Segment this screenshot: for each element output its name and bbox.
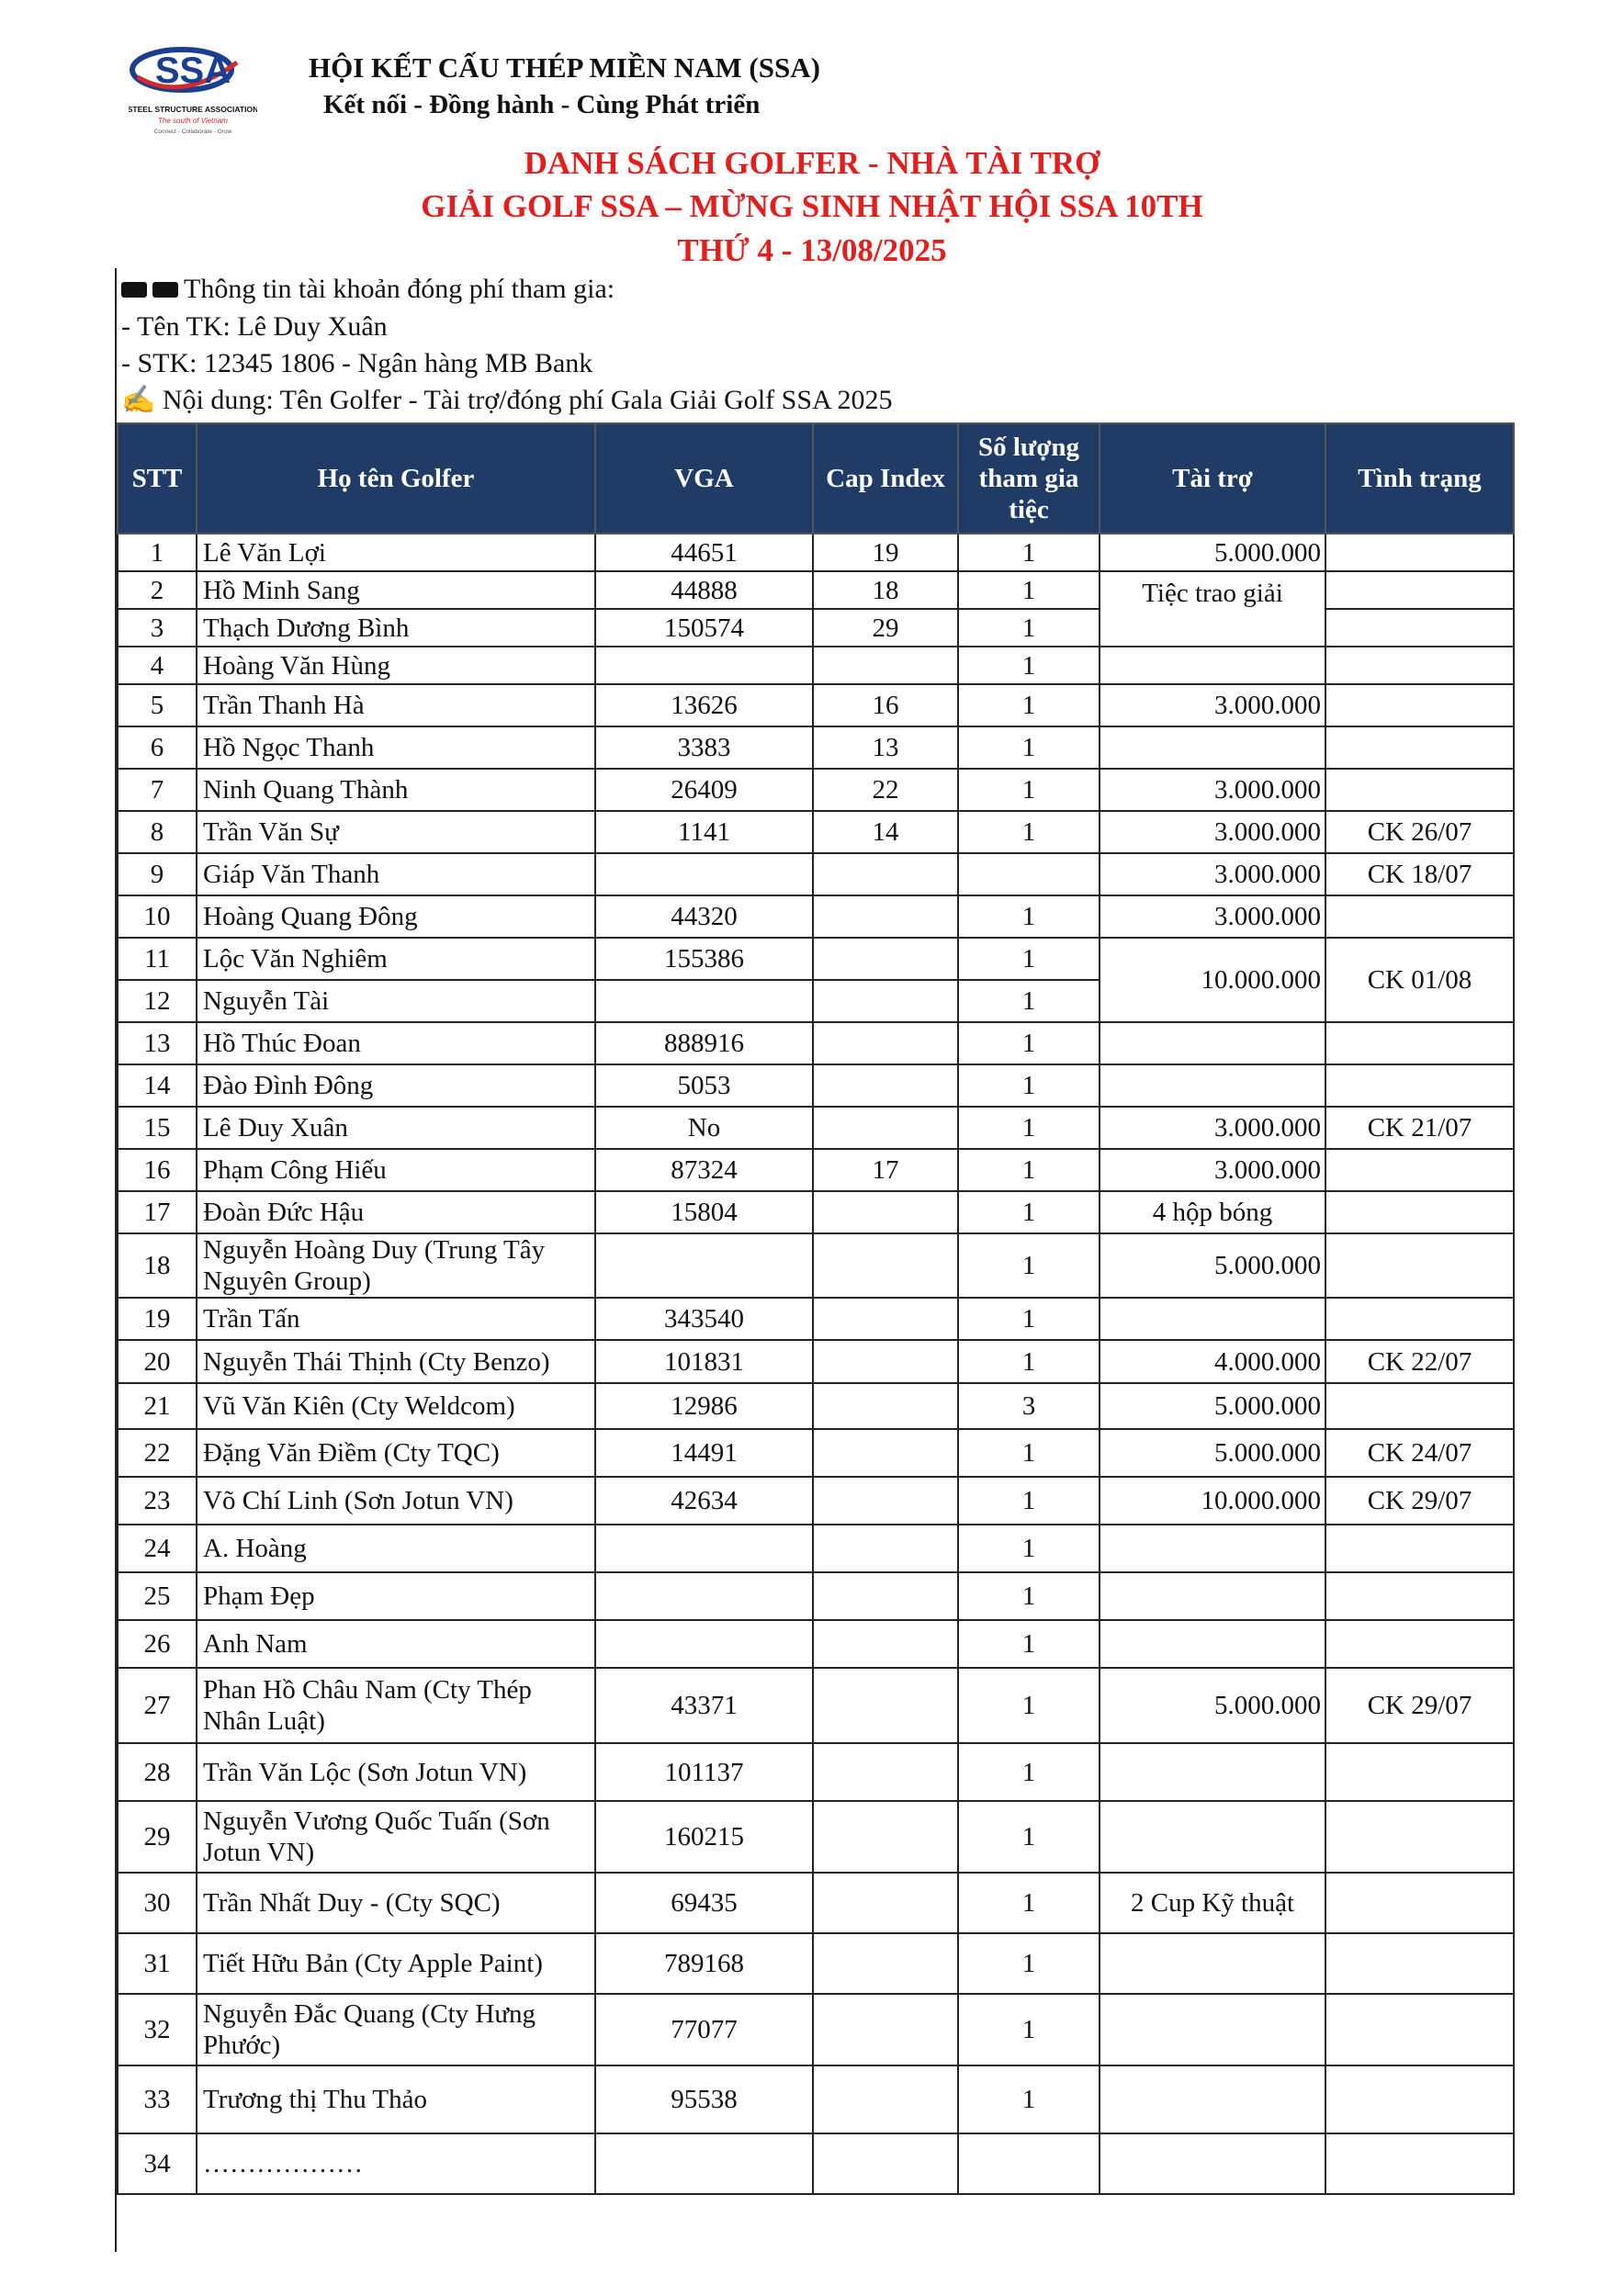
- table-row: [118, 647, 1514, 684]
- cell-cap-index: [813, 1801, 958, 1873]
- cell-vga: No: [595, 1107, 813, 1149]
- cell-status: CK 21/07: [1325, 1107, 1514, 1149]
- cell-sponsor: 4 hộp bóng: [1100, 1191, 1325, 1233]
- cell-stt: 4: [118, 647, 197, 684]
- cell-name: Hồ Minh Sang: [197, 571, 595, 609]
- cell-vga: [595, 1572, 813, 1620]
- cell-status: [1325, 2065, 1514, 2133]
- cell-name: Lộc Văn Nghiêm: [197, 938, 595, 980]
- cell-name: ………………: [197, 2133, 595, 2194]
- payment-memo: ✍ Nội dung: Tên Golfer - Tài trợ/đóng phí Gala Giải Golf SSA 2025: [121, 385, 893, 415]
- cell-cap-index: 22: [813, 769, 958, 811]
- cell-stt: 1: [118, 534, 197, 571]
- cell-stt: 26: [118, 1620, 197, 1668]
- cell-vga: [595, 1620, 813, 1668]
- table-row: [118, 1525, 1514, 1572]
- header-sponsor: Tài trợ: [1100, 423, 1325, 534]
- cell-name: Phạm Công Hiếu: [197, 1149, 595, 1191]
- cell-stt: 33: [118, 2065, 197, 2133]
- cell-sponsor: [1100, 1022, 1325, 1064]
- account-name: - Tên TK: Lê Duy Xuân: [121, 311, 388, 342]
- cell-name: Hoàng Văn Hùng: [197, 647, 595, 684]
- cell-sponsor: 3.000.000: [1100, 1107, 1325, 1149]
- table-row: [118, 769, 1514, 811]
- cell-vga: 42634: [595, 1477, 813, 1525]
- table-row: [118, 684, 1514, 726]
- cell-vga: 888916: [595, 1022, 813, 1064]
- cell-cap-index: [813, 2065, 958, 2133]
- table-row: [118, 1933, 1514, 1994]
- cell-sponsor: 3.000.000: [1100, 811, 1325, 853]
- cell-cap-index: [813, 1477, 958, 1525]
- cell-name: Trần Tấn: [197, 1298, 595, 1340]
- cell-cap-index: [813, 853, 958, 895]
- cell-quantity: 1: [958, 1525, 1100, 1572]
- cell-status: [1325, 1933, 1514, 1994]
- cell-sponsor: 5.000.000: [1100, 1233, 1325, 1298]
- cell-name: Đào Đình Đông: [197, 1064, 595, 1107]
- cell-status: CK 26/07: [1325, 811, 1514, 853]
- svg-text:SSA: SSA: [154, 51, 231, 91]
- doc-title-line1: DANH SÁCH GOLFER - NHÀ TÀI TRỢ: [524, 145, 1100, 181]
- cell-stt: 12: [118, 980, 197, 1022]
- cell-stt: 8: [118, 811, 197, 853]
- table-row: [118, 1383, 1514, 1429]
- cell-vga: 44651: [595, 534, 813, 571]
- cell-vga: 95538: [595, 2065, 813, 2133]
- table-row: [118, 1191, 1514, 1233]
- table-row: [118, 1064, 1514, 1107]
- cell-vga: [595, 980, 813, 1022]
- header-quantity: Số lượng tham gia tiệc: [958, 423, 1100, 534]
- cell-quantity: 1: [958, 1298, 1100, 1340]
- cell-name: A. Hoàng: [197, 1525, 595, 1572]
- table-row: [118, 1620, 1514, 1668]
- table-row: [118, 1298, 1514, 1340]
- cell-sponsor: [1100, 726, 1325, 769]
- cell-name: Vũ Văn Kiên (Cty Weldcom): [197, 1383, 595, 1429]
- cell-status: CK 01/08: [1325, 938, 1514, 1022]
- cell-status: CK 18/07: [1325, 853, 1514, 895]
- cell-sponsor: 10.000.000: [1100, 938, 1325, 1022]
- cell-stt: 9: [118, 853, 197, 895]
- cell-status: [1325, 1149, 1514, 1191]
- cell-sponsor: 3.000.000: [1100, 684, 1325, 726]
- cell-vga: 44888: [595, 571, 813, 609]
- cell-stt: 27: [118, 1668, 197, 1743]
- cell-vga: [595, 1525, 813, 1572]
- cell-name: Đặng Văn Điềm (Cty TQC): [197, 1429, 595, 1477]
- cell-sponsor: 3.000.000: [1100, 895, 1325, 938]
- cell-cap-index: [813, 1191, 958, 1233]
- table-row: [118, 1340, 1514, 1383]
- cell-cap-index: [813, 1668, 958, 1743]
- table-row: [118, 1572, 1514, 1620]
- cell-cap-index: [813, 1064, 958, 1107]
- cell-quantity: 1: [958, 1801, 1100, 1873]
- cell-stt: 22: [118, 1429, 197, 1477]
- cell-stt: 34: [118, 2133, 197, 2194]
- ssa-logo: [129, 35, 257, 141]
- cell-quantity: 1: [958, 1149, 1100, 1191]
- cell-cap-index: [813, 1572, 958, 1620]
- cell-sponsor: 5.000.000: [1100, 1383, 1325, 1429]
- header-stt: STT: [118, 423, 197, 534]
- cell-name: Trần Văn Sự: [197, 811, 595, 853]
- cell-sponsor: [1100, 647, 1325, 684]
- cell-vga: 160215: [595, 1801, 813, 1873]
- cell-name: Hoàng Quang Đông: [197, 895, 595, 938]
- cell-status: [1325, 571, 1514, 609]
- cell-quantity: 1: [958, 1107, 1100, 1149]
- cell-quantity: 1: [958, 1743, 1100, 1801]
- cell-status: [1325, 684, 1514, 726]
- svg-text:The south of Vietnam: The south of Vietnam: [158, 117, 228, 125]
- cell-cap-index: 29: [813, 609, 958, 647]
- header-status: Tình trạng: [1325, 423, 1514, 534]
- cell-name: Thạch Dương Bình: [197, 609, 595, 647]
- cell-cap-index: [813, 938, 958, 980]
- table-row: [118, 1477, 1514, 1525]
- cell-cap-index: [813, 1525, 958, 1572]
- cell-status: [1325, 609, 1514, 647]
- cell-stt: 32: [118, 1994, 197, 2065]
- header-name: Họ tên Golfer: [197, 423, 595, 534]
- table-row: [118, 1801, 1514, 1873]
- cell-sponsor: [1100, 1994, 1325, 2065]
- table-row: [118, 1233, 1514, 1298]
- table-header-row: [118, 423, 1514, 534]
- cell-cap-index: [813, 1233, 958, 1298]
- table-row: [118, 726, 1514, 769]
- cell-status: CK 29/07: [1325, 1668, 1514, 1743]
- table-row: [118, 534, 1514, 571]
- cell-vga: 5053: [595, 1064, 813, 1107]
- cell-stt: 20: [118, 1340, 197, 1383]
- cell-cap-index: [813, 647, 958, 684]
- cell-cap-index: [813, 980, 958, 1022]
- cell-status: [1325, 726, 1514, 769]
- cell-quantity: 1: [958, 609, 1100, 647]
- cell-name: Nguyễn Tài: [197, 980, 595, 1022]
- cell-vga: 155386: [595, 938, 813, 980]
- cell-stt: 5: [118, 684, 197, 726]
- cell-sponsor: 2 Cup Kỹ thuật: [1100, 1873, 1325, 1933]
- cell-name: Nguyễn Hoàng Duy (Trung Tây Nguyên Group): [197, 1233, 595, 1298]
- cell-name: Trương thị Thu Thảo: [197, 2065, 595, 2133]
- cell-cap-index: [813, 1022, 958, 1064]
- cell-vga: [595, 1233, 813, 1298]
- cell-quantity: 1: [958, 1429, 1100, 1477]
- cell-stt: 2: [118, 571, 197, 609]
- cell-sponsor: 5.000.000: [1100, 1429, 1325, 1477]
- cell-vga: 1141: [595, 811, 813, 853]
- cell-stt: 10: [118, 895, 197, 938]
- cell-stt: 31: [118, 1933, 197, 1994]
- golfer-table: [117, 422, 1515, 2195]
- cell-status: [1325, 1233, 1514, 1298]
- cell-cap-index: [813, 1994, 958, 2065]
- cell-cap-index: [813, 1340, 958, 1383]
- cell-stt: 23: [118, 1477, 197, 1525]
- cell-status: [1325, 1298, 1514, 1340]
- cell-stt: 13: [118, 1022, 197, 1064]
- cell-status: [1325, 1743, 1514, 1801]
- svg-text:Connect - Collaborate - Grow: Connect - Collaborate - Grow: [153, 129, 232, 135]
- cell-sponsor: [1100, 1298, 1325, 1340]
- cell-vga: 343540: [595, 1298, 813, 1340]
- cell-status: [1325, 1383, 1514, 1429]
- cell-cap-index: 19: [813, 534, 958, 571]
- cell-stt: 16: [118, 1149, 197, 1191]
- table-row: [118, 1429, 1514, 1477]
- cell-stt: 30: [118, 1873, 197, 1933]
- cell-stt: 14: [118, 1064, 197, 1107]
- cell-status: [1325, 1620, 1514, 1668]
- cell-vga: 14491: [595, 1429, 813, 1477]
- cell-cap-index: 16: [813, 684, 958, 726]
- cell-status: [1325, 769, 1514, 811]
- cell-stt: 7: [118, 769, 197, 811]
- cell-status: [1325, 1873, 1514, 1933]
- cell-vga: 43371: [595, 1668, 813, 1743]
- payment-info-heading: Thông tin tài khoản đóng phí tham gia:: [121, 271, 615, 308]
- cell-sponsor: [1100, 1620, 1325, 1668]
- cell-name: Phạm Đẹp: [197, 1572, 595, 1620]
- cell-quantity: 1: [958, 1064, 1100, 1107]
- cell-vga: 101831: [595, 1340, 813, 1383]
- cell-quantity: 1: [958, 1933, 1100, 1994]
- cell-sponsor: Tiệc trao giải: [1100, 571, 1325, 647]
- header-vga: VGA: [595, 423, 813, 534]
- cell-sponsor: [1100, 1933, 1325, 1994]
- cell-stt: 28: [118, 1743, 197, 1801]
- card-icon: [121, 282, 147, 298]
- cell-cap-index: [813, 1873, 958, 1933]
- cell-quantity: 1: [958, 726, 1100, 769]
- cell-cap-index: [813, 1620, 958, 1668]
- cell-vga: 13626: [595, 684, 813, 726]
- cell-vga: [595, 853, 813, 895]
- cell-sponsor: 4.000.000: [1100, 1340, 1325, 1383]
- cell-quantity: 1: [958, 980, 1100, 1022]
- cell-status: [1325, 895, 1514, 938]
- cell-quantity: [958, 853, 1100, 895]
- cell-name: Ninh Quang Thành: [197, 769, 595, 811]
- cell-name: Hồ Thúc Đoan: [197, 1022, 595, 1064]
- table-row: [118, 853, 1514, 895]
- cell-quantity: 1: [958, 571, 1100, 609]
- cell-name: Lê Duy Xuân: [197, 1107, 595, 1149]
- cell-status: CK 29/07: [1325, 1477, 1514, 1525]
- cell-status: [1325, 1994, 1514, 2065]
- cell-quantity: 1: [958, 895, 1100, 938]
- cell-status: [1325, 1191, 1514, 1233]
- header-cap-index: Cap Index: [813, 423, 958, 534]
- cell-quantity: 1: [958, 684, 1100, 726]
- cell-name: Phan Hồ Châu Nam (Cty Thép Nhân Luật): [197, 1668, 595, 1743]
- cell-sponsor: [1100, 2133, 1325, 2194]
- cell-status: [1325, 1064, 1514, 1107]
- cell-quantity: 1: [958, 1022, 1100, 1064]
- cell-sponsor: [1100, 1743, 1325, 1801]
- cell-sponsor: 5.000.000: [1100, 534, 1325, 571]
- cell-cap-index: [813, 1383, 958, 1429]
- svg-text:STEEL STRUCTURE ASSOCIATION: STEEL STRUCTURE ASSOCIATION: [129, 105, 257, 114]
- cell-sponsor: 3.000.000: [1100, 769, 1325, 811]
- cell-stt: 15: [118, 1107, 197, 1149]
- cell-status: [1325, 1572, 1514, 1620]
- cell-vga: 87324: [595, 1149, 813, 1191]
- cell-status: [1325, 534, 1514, 571]
- cell-name: Trần Nhất Duy - (Cty SQC): [197, 1873, 595, 1933]
- organization-name: HỘI KẾT CẤU THÉP MIỀN NAM (SSA): [309, 51, 820, 84]
- cell-sponsor: [1100, 1525, 1325, 1572]
- cell-vga: 150574: [595, 609, 813, 647]
- cell-vga: 12986: [595, 1383, 813, 1429]
- table-row: [118, 938, 1514, 980]
- cell-stt: 25: [118, 1572, 197, 1620]
- cell-sponsor: 5.000.000: [1100, 1668, 1325, 1743]
- cell-status: CK 24/07: [1325, 1429, 1514, 1477]
- cell-name: Trần Văn Lộc (Sơn Jotun VN): [197, 1743, 595, 1801]
- cell-status: [1325, 647, 1514, 684]
- cell-sponsor: 3.000.000: [1100, 853, 1325, 895]
- cell-vga: [595, 2133, 813, 2194]
- table-row: [118, 895, 1514, 938]
- table-row: [118, 1022, 1514, 1064]
- account-number: - STK: 12345 1806 - Ngân hàng MB Bank: [121, 348, 593, 378]
- cell-quantity: 1: [958, 647, 1100, 684]
- cell-quantity: [958, 2133, 1100, 2194]
- cell-sponsor: [1100, 1064, 1325, 1107]
- cell-name: Nguyễn Thái Thịnh (Cty Benzo): [197, 1340, 595, 1383]
- cell-vga: 15804: [595, 1191, 813, 1233]
- cell-quantity: 1: [958, 1340, 1100, 1383]
- doc-title-line2: GIẢI GOLF SSA – MỪNG SINH NHẬT HỘI SSA 10TH: [421, 188, 1203, 224]
- cell-quantity: 1: [958, 1668, 1100, 1743]
- table-row: [118, 811, 1514, 853]
- cell-name: Võ Chí Linh (Sơn Jotun VN): [197, 1477, 595, 1525]
- cell-name: Tiết Hữu Bản (Cty Apple Paint): [197, 1933, 595, 1994]
- cell-sponsor: [1100, 1572, 1325, 1620]
- cell-cap-index: [813, 1429, 958, 1477]
- cell-stt: 21: [118, 1383, 197, 1429]
- cell-vga: 26409: [595, 769, 813, 811]
- cell-sponsor: [1100, 2065, 1325, 2133]
- cell-quantity: 1: [958, 534, 1100, 571]
- cell-stt: 6: [118, 726, 197, 769]
- cell-stt: 19: [118, 1298, 197, 1340]
- table-row: [118, 1994, 1514, 2065]
- cell-cap-index: [813, 1933, 958, 1994]
- cell-stt: 24: [118, 1525, 197, 1572]
- cell-quantity: 1: [958, 1572, 1100, 1620]
- table-row: [118, 1743, 1514, 1801]
- cell-status: CK 22/07: [1325, 1340, 1514, 1383]
- cell-status: [1325, 1022, 1514, 1064]
- cell-sponsor: [1100, 1801, 1325, 1873]
- card-icon: [152, 282, 178, 298]
- cell-quantity: 1: [958, 1233, 1100, 1298]
- cell-cap-index: 17: [813, 1149, 958, 1191]
- cell-status: [1325, 1801, 1514, 1873]
- doc-title-line3: THỨ 4 - 13/08/2025: [677, 232, 947, 268]
- cell-name: Trần Thanh Hà: [197, 684, 595, 726]
- cell-vga: 3383: [595, 726, 813, 769]
- table-row: [118, 1107, 1514, 1149]
- cell-quantity: 1: [958, 938, 1100, 980]
- cell-quantity: 3: [958, 1383, 1100, 1429]
- cell-sponsor: 10.000.000: [1100, 1477, 1325, 1525]
- cell-quantity: 1: [958, 811, 1100, 853]
- cell-cap-index: [813, 1743, 958, 1801]
- cell-vga: 69435: [595, 1873, 813, 1933]
- cell-name: Giáp Văn Thanh: [197, 853, 595, 895]
- table-row: [118, 1149, 1514, 1191]
- cell-vga: 101137: [595, 1743, 813, 1801]
- cell-name: Hồ Ngọc Thanh: [197, 726, 595, 769]
- cell-vga: [595, 647, 813, 684]
- cell-name: Lê Văn Lợi: [197, 534, 595, 571]
- cell-vga: 77077: [595, 1994, 813, 2065]
- cell-cap-index: 14: [813, 811, 958, 853]
- cell-status: [1325, 1525, 1514, 1572]
- cell-stt: 17: [118, 1191, 197, 1233]
- cell-quantity: 1: [958, 1191, 1100, 1233]
- cell-name: Nguyễn Đắc Quang (Cty Hưng Phước): [197, 1994, 595, 2065]
- cell-cap-index: [813, 1107, 958, 1149]
- cell-stt: 3: [118, 609, 197, 647]
- cell-quantity: 1: [958, 2065, 1100, 2133]
- table-row: [118, 1668, 1514, 1743]
- cell-quantity: 1: [958, 769, 1100, 811]
- cell-vga: 789168: [595, 1933, 813, 1994]
- cell-status: [1325, 2133, 1514, 2194]
- cell-cap-index: [813, 895, 958, 938]
- cell-stt: 18: [118, 1233, 197, 1298]
- cell-stt: 11: [118, 938, 197, 980]
- cell-sponsor: 3.000.000: [1100, 1149, 1325, 1191]
- cell-cap-index: 13: [813, 726, 958, 769]
- cell-quantity: 1: [958, 1994, 1100, 2065]
- table-row: [118, 571, 1514, 609]
- cell-name: Anh Nam: [197, 1620, 595, 1668]
- cell-cap-index: [813, 2133, 958, 2194]
- table-row: [118, 2065, 1514, 2133]
- cell-cap-index: [813, 1298, 958, 1340]
- cell-stt: 29: [118, 1801, 197, 1873]
- cell-quantity: 1: [958, 1873, 1100, 1933]
- cell-cap-index: 18: [813, 571, 958, 609]
- cell-name: Đoàn Đức Hậu: [197, 1191, 595, 1233]
- cell-vga: 44320: [595, 895, 813, 938]
- table-row: [118, 2133, 1514, 2194]
- cell-quantity: 1: [958, 1620, 1100, 1668]
- cell-quantity: 1: [958, 1477, 1100, 1525]
- cell-name: Nguyễn Vương Quốc Tuấn (Sơn Jotun VN): [197, 1801, 595, 1873]
- table-row: [118, 1873, 1514, 1933]
- organization-slogan: Kết nối - Đồng hành - Cùng Phát triển: [323, 90, 761, 119]
- writing-hand-icon: ✍: [121, 385, 156, 415]
